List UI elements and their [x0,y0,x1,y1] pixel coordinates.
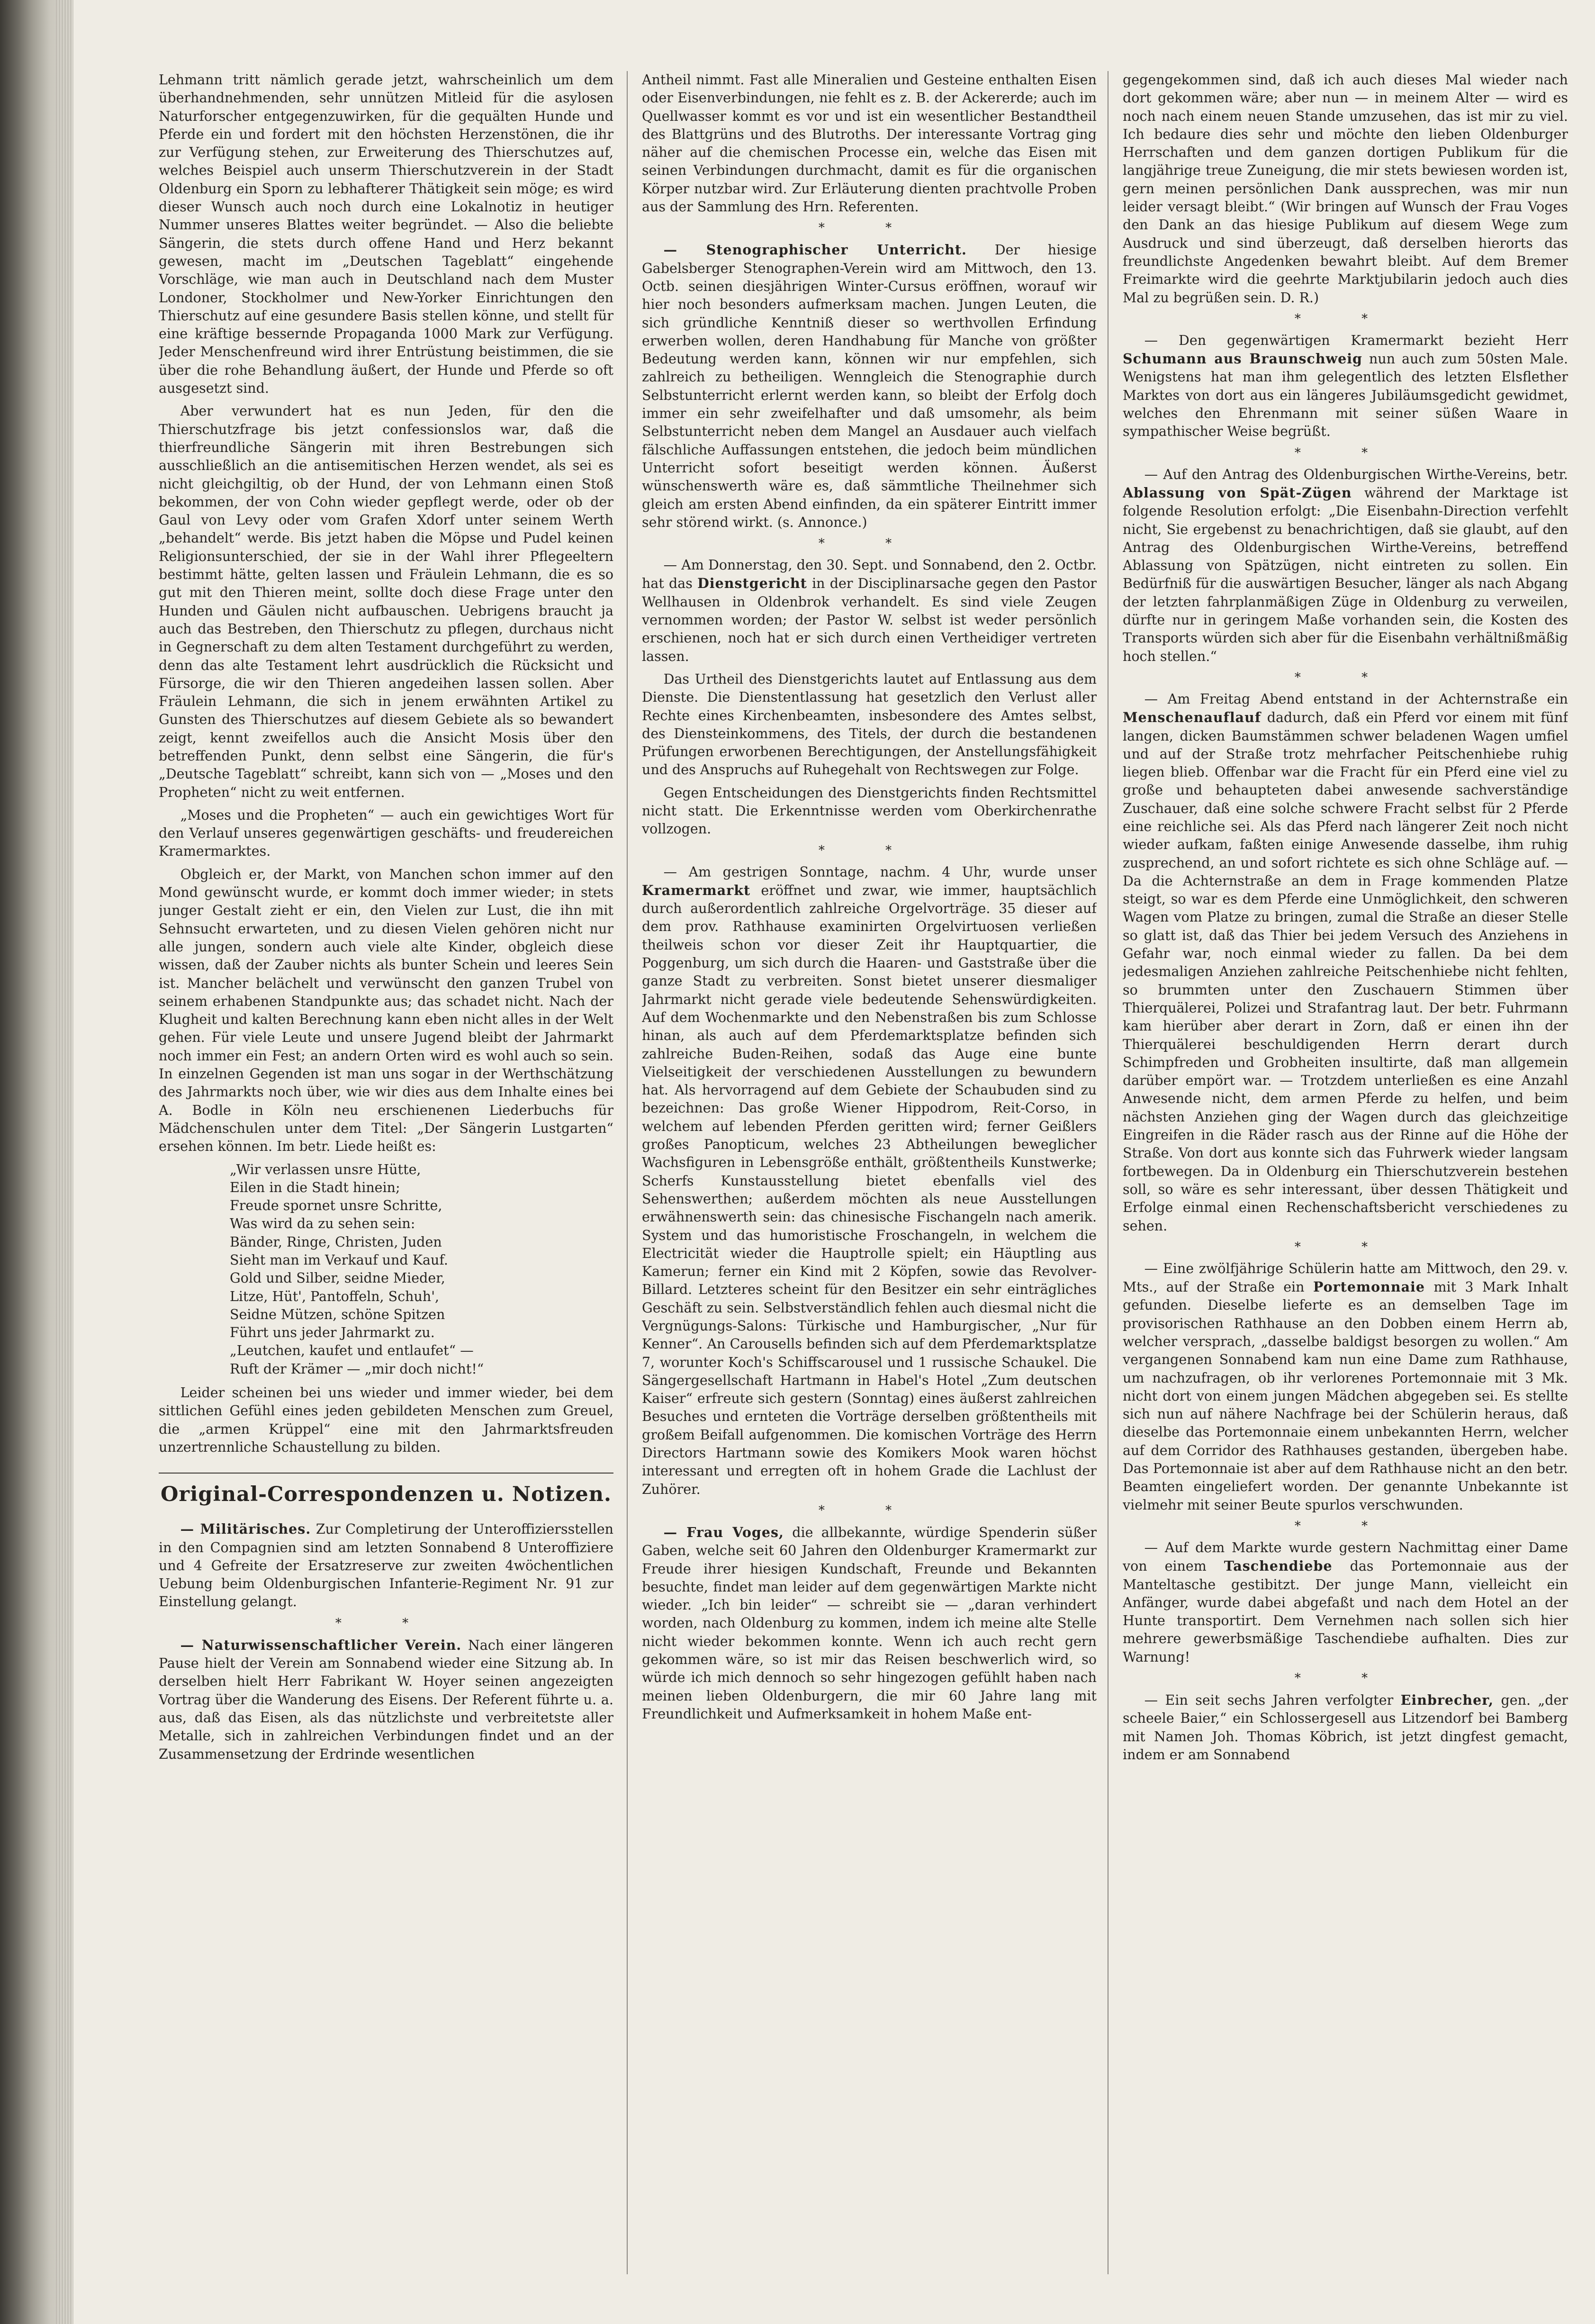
article-text: Das Urtheil des Dienstgerichts lautet auf Entlassung aus dem Dienste. Die Dienstentlassung hat gesetzlich den Verlust aller Rechte eines Kirchenbeamten, insbesondere des Amtes selbst, des Diensteinkommens, des Titels, der durch die bestandenen Prüfungen erworbenen Berechtigungen, der Anstellungsfähigkeit und des Anspruchs auf Ruhegehalt von Rechtswegen zur Folge. [642,671,1097,778]
notice-text: die allbekannte, würdige Spenderin süßer Gaben, welche seit 60 Jahren den Oldenburger Kramermarkt zur Freude ihrer hiesigen Kundschaft, Freunde und Bekannten besuchte, findet man leider auf dem gegenwärtigen Markte nicht wieder. „Ich bin leider“ — schreibt sie — „daran verhindert worden, nach Oldenburg zu kommen, indem ich meine alte Stelle nicht wieder bekommen konnte. Wenn ich auch recht gern gekommen wäre, so ist mir das Reisen beschwerlich wird, so würde ich mich dennoch so sehr hingezogen gefühlt haben nach meinen lieben Oldenburgern, die mir 60 Jahre lang mit Freundlichkeit und Aufmerksamkeit in hohem Maße ent- [642,1524,1097,1722]
poem-line: „Wir verlassen unsre Hütte, [230,1161,421,1177]
notice-text: mit 3 Mark Inhalt gefunden. Dieselbe lieferte es an demselben Tage im provisorischen Rathhause an den Dobben einem Herrn ab, welcher versprach, „dasselbe baldigst besorgen zu wollen.“ Am vergangenen Sonnabend kam nun eine Dame zum Rathhause, um nachzufragen, ob ihr verlorenes Portemonnaie mit 3 Mk. nicht dort von einem jungen Mädchen abgegeben sei. Es stellte sich nun auf nähere Nachfrage bei der Schülerin heraus, daß dieselbe das Portemonnaie einem unbekannten Herrn, welcher auf dem Corridor des Rathhauses gestanden, übergeben habe. Das Portemonnaie ist aber auf dem Rathhause nicht an den betr. Beamten eingeliefert worden. Der genannte Unbekannte ist vielmehr mit seiner Beute spurlos verschwunden. [1123,1279,1568,1513]
column-3 [1123,71,1568,2274]
section-heading: Original-Correspondenzen u. Notizen. [159,1473,613,1508]
poem-line: Gold und Silber, seidne Mieder, [230,1270,445,1286]
notice-heading: Ablassung von Spät-Zügen [1123,484,1352,501]
notice-heading: Taschendiebe [1224,1558,1333,1574]
notice-text: während der Marktage ist folgende Resolution erfolgt: „Die Eisenbahn-Direction verfehlt nicht, Sie ergebenst zu benachrichtigen, daß sie glaubt, auf den Antrag des Oldenburgischen Wirthe-Vereins, betreffend Ablassung von Spätzügen, nicht eintreten zu sollen. Ein Bedürfniß für die auswärtigen Besucher, länger als nach Abgang der letzten fahrplanmäßigen Züge in Oldenburg zu verweilen, dürfte nur in geringem Maße vorhanden sein, die Kosten des Transports würden sich aber für die Eisenbahn verhältnißmäßig hoch stellen.“ [1123,485,1568,664]
article-text: Leider scheinen bei uns wieder und immer wieder, bei dem sittlichen Gefühl eines jeden gebildeten Menschen zum Greuel, die „armen Krüppel“ eine mit den Jahrmarktsfreuden unzertrennliche Schaustellung zu bilden. [159,1385,613,1455]
page-edges [56,0,75,2324]
notice-heading: Dienstgericht [697,575,807,592]
notice-text: eröffnet und zwar, wie immer, hauptsächlich durch außerordentlich zahlreiche Orgelvorträge. 35 dieser auf dem prov. Rathhause examinirten Orgelvirtuosen verließen theilweis schon vor dieser Zeit ihr Hauptquartier, die Poggenburg, um sich durch die Haaren- und Gaststraße über die ganze Stadt zu verbreiten. Sonst bietet unserer diesmaliger Jahrmarkt nicht gerade viele bedeutende Sehenswürdigkeiten. Auf dem Wochenmarkte und den Nebenstraßen bis zum Schlosse hinan, als auch auf dem Pferdemarktsplatze befinden sich zahlreiche Buden-Reihen, sodaß das Auge eine bunte Vielseitigkeit der verschiedenen Ausstellungen zu bewundern hat. Als hervorragend auf dem Gebiete der Schaubuden sind zu bezeichnen: Das große Wiener Hippodrom, Reit-Corso, in welchem auf lebenden Pferden geritten wird; ferner Geißlers großes Panopticum, welches 23 Abtheilungen beweglicher Wachsfiguren in Lebensgröße enthält, größtentheils Kunstwerke; Scherfs Kunstausstellung bietet ebenfalls viel des Sehenswerthen; außerdem möchten als neue Ausstellungen erwähnenswerth sein: das chinesische Fischangeln nach amerik. System und das humoristische Froschangeln, in welchem die Electricität wieder die Hauptrolle spielt; ein Häuptling aus Kamerun; ferner ein Kind mit 2 Köpfen, sowie das Revolver-Billard. Letzteres scheint für den Besitzer ein sehr einträgliches Geschäft zu sein. Selbstverständlich fehlen auch diesmal nicht die Vergnügungs-Salons: Türkische und Hamburgischer, „Nur für Kenner“. An Carousells befinden sich auf dem Pferdemarktsplatze 7, worunter Koch's Schiffscarousel und 1 russische Schaukel. Die Sängergesellschaft Hartmann in Habel's Hotel „Zum deutschen Kaiser“ erfreute sich gestern (Sonntag) eines äußerst zahlreichen Besuches und ernteten die Vorträge derselben größtentheils mit großem Beifall aufgenommen. Die komischen Vorträge des Herrn Directors Hartmann sowie des Komikers Mook waren höchst interessant und erregten oft in hohem Grade die Lachlust der Zuhörer. [642,882,1097,1497]
separator-asterisks: * * [818,843,920,858]
column-rule [627,71,628,2274]
notice-text: gen. „der scheele Baier,“ ein Schlossergesell aus Litzendorf bei Bamberg mit Namen Joh. Thomas Köbrich, ist jetzt dingfest gemacht, indem er am Sonnabend [1123,1692,1568,1763]
notice-heading: — Stenographischer Unterricht. [663,242,967,258]
separator-asterisks: * * [818,1503,920,1518]
notice-heading: — Militärisches. [180,1521,311,1537]
notice-text: Nach einer längeren Pause hielt der Verein am Sonnabend wieder eine Sitzung ab. In derselben hielt Herr Fabrikant W. Hoyer seinen angezeigten Vortrag über die Wanderung des Eisens. Der Referent führte u. a. aus, daß das Eisen, als das nützlichste und verbreitetste aller Metalle, sich in zahlreichen Verbindungen findet und an der Zusammensetzung der Erdrinde wesentlichen [159,1637,613,1762]
poem-line: Führt uns jeder Jahrmarkt zu. [230,1325,435,1341]
separator-asterisks: * * [818,536,920,551]
notice-text: — Am gestrigen Sonntage, nachm. 4 Uhr, wurde unser [663,864,1097,880]
poem [230,1161,613,1379]
poem-line: Litze, Hüt', Pantoffeln, Schuh', [230,1288,440,1304]
poem-line: Was wird da zu sehen sein: [230,1216,415,1232]
notice-text: in der Disciplinarsache gegen den Pastor Wellhausen in Oldenbrok verhandelt. Es sind viele Zeugen vernommen worden; der Pastor W. selbst ist weder persönlich erschienen, noch hat er sich durch einen Vertheidiger vertreten lassen. [642,576,1097,664]
notice-heading: Einbrecher, [1400,1692,1494,1709]
notice-heading: Menschenauflauf [1123,709,1262,726]
notice-text: das Portemonnaie aus der Manteltasche gestibitzt. Der junge Mann, vielleicht ein Anfänger, wurde dabei abgefaßt und nach dem Hotel an der Hunte transportirt. Dem Vernehmen nach sollen sich hier mehrere gewerbsmäßige Taschendiebe aufhalten. Dies zur Warnung! [1123,1558,1568,1665]
separator-asterisks: * * [335,1616,437,1630]
notice-text: dadurch, daß ein Pferd vor einem mit fünf langen, dicken Baumstämmen schwer beladenen Wagen umfiel und auf der Straße trotz mehrfacher Peitschenhiebe ruhig liegen blieb. Offenbar war die Fracht für ein Pferd eine viel zu große und behaupteten dabei anwesende sachverständige Zuschauer, daß eine solche schwere Fracht selbst für 2 Pferde eine reichliche sei. Als das Pferd nach längerer Zeit noch nicht wieder aufkam, faßten einige Anwesende dasselbe, ihm ruhig zusprechend, an und sofort richtete es sich ohne Schläge auf. — Da die Achternstraße an dem in Frage kommenden Platze steigt, so war es dem Pferde eine Unmöglichkeit, den schweren Wagen vom Platze zu bringen, zumal die Straße an dieser Stelle so glatt ist, daß das Thier bei jedem Versuch des Anziehens in Gefahr war, noch einmal wieder zu fallen. Da bei dem jedesmaligen Anziehen zahlreiche Peitschenhiebe nicht fehlten, so brummten unter den Zuschauern Stimmen über Thierquälerei, Polizei und Strafantrag laut. Der betr. Fuhrmann kam hierüber aber derart in Zorn, daß er einen ihn der Thierquälerei beschuldigenden Herrn derart durch Schimpfreden und Grobheiten insultirte, daß man allgemein darüber empört war. — Trotzdem unterließen es eine Anzahl Anwesende nicht, dem armen Pferde zu helfen, und beim nächsten Anziehen ging der Wagen durch das gleichzeitige Eingreifen in die Räder rasch aus der Rinne auf die Höhe der Straße. Von dort aus konnte sich das Fuhrwerk wieder langsam fortbewegen. Da in Oldenburg ein Thierschutzverein bestehen soll, so wäre es sehr interessant, über dessen Thätigkeit und Erfolge einmal einen Rechenschaftsbericht verschiedenes zu sehen. [1123,710,1568,1234]
separator-asterisks: * * [1294,1519,1397,1533]
notice-text: Zur Completirung der Unteroffiziersstellen in den Compagnien sind am letzten Sonnabend 8 Unteroffiziere und 4 Gefreite der Ersatzreserve zur zweiten 4wöchentlichen Uebung beim Oldenburgischen Infanterie-Regiment Nr. 91 zur Einstellung gelangt. [159,1521,613,1610]
article-text: Aber verwundert hat es nun Jeden, für den die Thierschutzfrage bis jetzt confessionslos war, daß die thierfreundliche Sängerin mit ihren Bestrebungen sich ausschließlich an die antisemitischen Herzen wendet, als sei es nicht gleichgiltig, ob der Hund, der von Lehmann einen Stoß bekommen, der von Cohn wieder gepflegt werde, oder ob der Gaul von Levy oder vom Grafen Xdorf unter seinem Werth „behandelt“ werde. Bis jetzt haben die Möpse und Pudel keinen Religionsunterschied, der sie in der Wahl ihrer Pflegeeltern bestimmt hätte, gelten lassen und Fräulein Lehmann, die es so gut mit den Thieren meint, sollte doch diese Frage unter den Hunden und Gäulen nicht aufbauschen. Uebrigens braucht ja auch das Bestreben, den Thierschutz zu pflegen, durchaus nicht in Gegnerschaft zu dem alten Testament durchgeführt zu werden, denn das alte Testament lehrt ausdrücklich die Rücksicht und Fürsorge, die wir den Thieren angedeihen lassen sollen. Aber Fräulein Lehmann, die sich in jenem erwähnten Artikel zu Gunsten des Thierschutzes auf diesem Gebiete als so bewandert zeigt, kennt zweifellos auch die Ansicht Mosis über den betreffenden Punkt, denn selbst eine Sängerin, die für's „Deutsche Tageblatt“ schreibt, kann sich von — „Moses und den Propheten“ nicht zu weit entfernen. [159,403,613,800]
notice-text: nun auch zum 50sten Male. Wenigstens hat man ihm gelegentlich des letzten Elsflether Marktes von dort aus ein längeres Jubiläumsgedicht gewidmet, welches den Ehrenmann mit seiner süßen Waare in sympathischer Weise begrüßt. [1123,351,1568,440]
column-1 [159,71,613,2274]
notice-text: Der hiesige Gabelsberger Stenographen-Verein wird am Mittwoch, den 13. Octb. seinen diesjährigen Winter-Cursus eröffnen, worauf wir hier noch besonders aufmerksam machen. Jungen Leuten, die sich gründliche Kenntniß dieser so werthvollen Erfindung erwerben wollen, deren Handhabung für Manche von größter Bedeutung werden kann, können wir nur empfehlen, sich zahlreich zu betheiligen. Wenngleich die Stenographie durch Selbstunterricht erlernt werden kann, so bleibt der Erfolg doch immer ein sehr zweifelhafter und daß umsomehr, als beim Selbstunterricht neben dem Mangel an Ausdauer auch vielfach fälschliche Auffassungen entstehen, die jedoch beim mündlichen Unterricht sofort beseitigt werden können. Äußerst wünschenswerth wäre es, daß sämmtliche Theilnehmer sich gleich am ersten Abend einfinden, da ein späterer Eintritt immer sehr störend wirkt. (s. Annonce.) [642,242,1097,530]
poem-line: Bänder, Ringe, Christen, Juden [230,1234,442,1250]
separator-asterisks: * * [818,221,920,235]
article-text: gegengekommen sind, daß ich auch dieses Mal wieder nach dort gekommen wäre; aber nun — in meinem Alter — wird es noch nach einem neuen Stande umzusehen, das ist mir zu viel. Ich bedaure dies sehr und möchte den lieben Oldenburger Herrschaften und dem ganzen dortigen Publikum für die langjährige treue Zuneigung, die mir stets bewiesen worden ist, gern meinen persönlichen Dank aussprechen, was mir nun leider versagt bleibt.“ (Wir bringen auf Wunsch der Frau Voges den Dank an das hiesige Publikum auf diesem Wege zum Ausdruck und sind überzeugt, daß derselben hierorts das freundlichste Angedenken bewahrt bleibt. Auf dem Bremer Freimarkte wird die geehrte Marktjubilarin jedoch auch dies Mal zu begrüßen sein. D. R.) [1123,72,1568,306]
article-text: Gegen Entscheidungen des Dienstgerichts finden Rechtsmittel nicht statt. Die Erkenntnisse werden vom Oberkirchenrathe vollzogen. [642,785,1097,837]
notice-text: — Den gegenwärtigen Kramermarkt bezieht Herr [1144,332,1568,348]
notice-heading: Kramermarkt [642,882,751,898]
notice-text: — Auf dem Markte wurde gestern Nachmittag einer Dame von einem [1123,1539,1568,1574]
poem-line: Freude spornet unsre Schritte, [230,1198,442,1214]
article-text: „Moses und die Propheten“ — auch ein gewichtiges Wort für den Verlauf unseres gegenwärtigen geschäfts- und freudereichen Kramermarktes. [159,807,613,859]
notice-heading: Portemonnaie [1313,1279,1425,1295]
notice-text: — Eine zwölfjährige Schülerin hatte am Mittwoch, den 29. v. Mts., auf der Straße ein [1123,1260,1568,1295]
separator-asterisks: * * [1294,445,1397,460]
notice-text: — Auf den Antrag des Oldenburgischen Wirthe-Vereins, betr. [1144,466,1568,482]
separator-asterisks: * * [1294,311,1397,326]
poem-line: „Leutchen, kaufet und entlaufet“ — [230,1343,474,1359]
notice-text: — Am Freitag Abend entstand in der Achternstraße ein [1144,691,1568,707]
notice-heading: — Frau Voges, [663,1524,784,1540]
poem-line: Seidne Mützen, schöne Spitzen [230,1306,445,1322]
notice-text: — Am Donnerstag, den 30. Sept. und Sonnabend, den 2. Octbr. hat das [642,557,1097,592]
poem-line: Sieht man im Verkauf und Kauf. [230,1252,448,1268]
poem-line: Eilen in die Stadt hinein; [230,1179,400,1195]
separator-asterisks: * * [1294,1671,1397,1686]
notice-heading: Schumann aus Braunschweig [1123,351,1362,367]
separator-asterisks: * * [1294,670,1397,685]
article-text: Obgleich er, der Markt, von Manchen schon immer auf den Mond gewünscht wurde, er kommt doch immer wieder; in stets junger Gestalt zieht er ein, den Vielen zur Lust, die ihn mit Sehnsucht erwarteten, und zu diesen Vielen gehören nicht nur alle jungen, sondern auch viele alte Kinder, obgleich diese wissen, daß der Zauber nichts als bunter Schein und leeres Sein ist. Mancher belächelt und verwünscht den ganzen Trubel von seinem erhabenen Standpunkte aus; das schadet nicht. Nach der Klugheit und kalten Berechnung kann eben nicht alles in der Welt gehen. Für viele Leute und unsere Jugend bleibt der Jahrmarkt noch immer ein Fest; an andern Orten wird es wohl auch so sein. In einzelnen Gegenden ist man uns sogar in der Werthschätzung des Jahrmarkts noch über, wie wir dies aus dem Inhalte eines bei A. Bodle in Köln neu erschienenen Liederbuchs für Mädchenschulen unter dem Titel: „Der Sängerin Lustgarten“ ersehen können. Im betr. Liede heißt es: [159,866,613,1155]
notice-heading: — Naturwissenschaftlicher Verein. [180,1637,462,1653]
separator-asterisks: * * [1294,1239,1397,1254]
notice-text: — Ein seit sechs Jahren verfolgter [1144,1692,1394,1709]
article-text: Antheil nimmt. Fast alle Mineralien und Gesteine enthalten Eisen oder Eisenverbindungen, nie fehlt es z. B. der Ackererde; auch im Quellwasser kommt es vor und ist ein wesentlicher Bestandtheil des Blattgrüns und des Blutroths. Der interessante Vortrag ging näher auf die chemischen Processe ein, welche das Eisen mit seinen Verbindungen durchmacht, damit es für die organischen Körper nutzbar wird. Zur Erläuterung dienten prachtvolle Proben aus der Sammlung des Hrn. Referenten. [642,72,1097,215]
article-text: Lehmann tritt nämlich gerade jetzt, wahrscheinlich um dem überhandnehmenden, sehr unnützen Mitleid für die asylosen Naturforscher entgegenzuwirken, für die gequälten Hunde und Pferde ein und fordert mit den höchsten Herzenstönen, die ihr zur Verfügung stehen, zur Erweiterung des Thierschutzes auf, welches Beispiel auch unserm Thierschutzverein in der Stadt Oldenburg ein Sporn zu lebhafterer Thätigkeit sein möge; es wird dieser Wunsch auch noch durch eine Lokalnotiz in heutiger Nummer unseres Blattes weiter begründet. — Also die beliebte Sängerin, die stets durch offene Hand und Herz bekannt gewesen, macht im „Deutschen Tageblatt“ eingehende Vorschläge, wie man auch in Deutschland nach dem Muster Londoner, Stockholmer und New-Yorker Einrichtungen den Thierschutz auf eine gesundere Basis stellen könne, und stellt für eine kräftige bessernde Propaganda 1000 Mark zur Verfügung. Jeder Menschenfreund wird ihrer Entrüstung beistimmen, die sie über die rohe Behandlung äußert, der Hunde und Pferde so oft ausgesetzt sind. [159,72,613,397]
column-2 [642,71,1097,2274]
poem-line: Ruft der Krämer — „mir doch nicht!“ [230,1361,484,1377]
